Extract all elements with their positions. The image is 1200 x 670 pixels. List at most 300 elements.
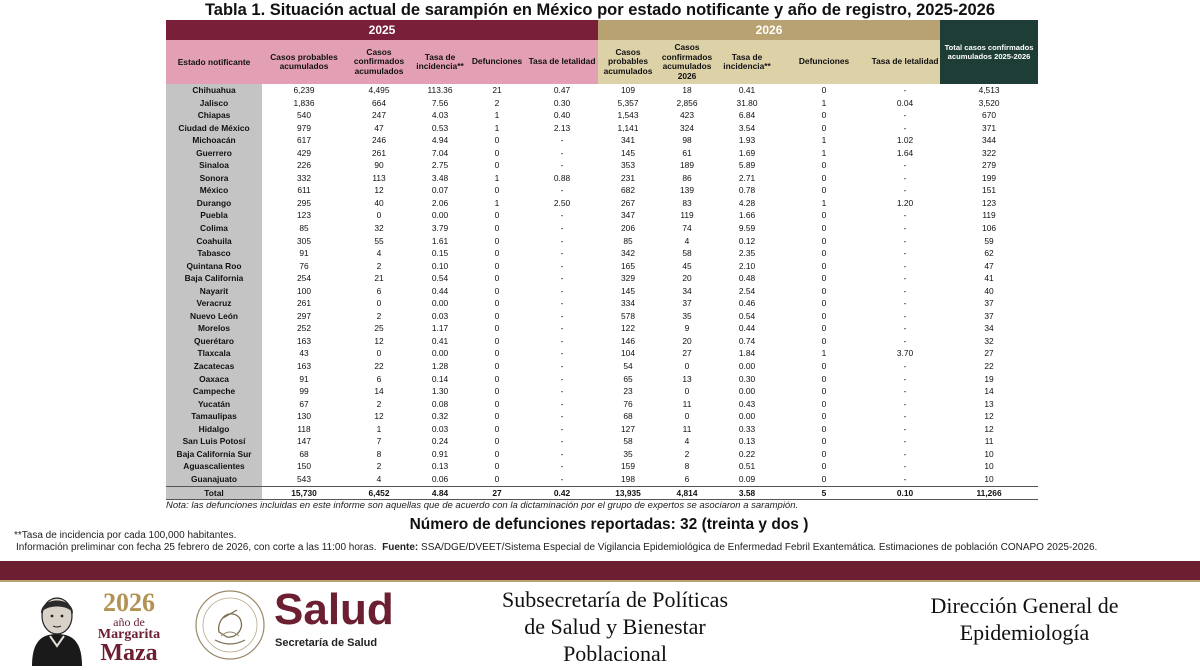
cell-letalidad-2026: 3.70	[896, 348, 914, 359]
cell-probables-2025: 979	[297, 122, 311, 133]
footnote-rate: **Tasa de incidencia por cada 100,000 habitantes.	[14, 530, 237, 541]
cell-defunciones-2026: 0	[821, 323, 827, 334]
cell-confirmados-2026: 58	[682, 248, 692, 259]
table-row	[166, 209, 1038, 222]
cell-incidencia-2025: 2.75	[431, 160, 449, 171]
cell-incidencia-2026: 1.69	[738, 147, 756, 158]
cell-confirmados-2026: 37	[682, 298, 692, 309]
cell-total-confirmados: 151	[982, 185, 997, 196]
cell-letalidad-2025: -	[560, 235, 564, 246]
cell-letalidad-2026: -	[903, 235, 907, 246]
cell-letalidad-2026: -	[903, 386, 907, 397]
cell-incidencia-2026: 0.74	[738, 335, 756, 346]
cell-confirmados-2026: 61	[682, 147, 692, 158]
cell-letalidad-2025: 0.40	[553, 110, 571, 121]
cell-defunciones-2025: 0	[494, 398, 500, 409]
cell-letalidad-2026: -	[903, 361, 907, 372]
cell-defunciones-2025: 2	[494, 97, 500, 108]
letalidad-2026-header: Tasa de letalidad	[870, 40, 940, 84]
table-row	[166, 398, 1038, 411]
cell-total-confirmados: 11,266	[940, 486, 1038, 500]
footnote-source-text: SSA/DGE/DVEET/Sistema Especial de Vigilancia Epidemiológica de Enfermedad Febril Exantemática. Estimaciones de población CONAPO 2025-2026.	[421, 542, 1098, 553]
cell-probables-2025: 130	[297, 411, 311, 422]
cell-letalidad-2026: -	[903, 210, 907, 221]
cell-confirmados-2025: 113	[372, 172, 386, 183]
cell-letalidad-2026: -	[903, 160, 907, 171]
cell-total-confirmados: 40	[984, 285, 994, 296]
cell-letalidad-2026: -	[903, 260, 907, 271]
cell-incidencia-2025: 0.41	[431, 335, 449, 346]
cell-incidencia-2025: 1.30	[431, 386, 449, 397]
cell-probables-2026: 231	[621, 172, 635, 183]
cell-defunciones-2025: 0	[494, 298, 500, 309]
footnote-info	[16, 542, 1097, 553]
cell-probables-2026: 334	[621, 298, 635, 309]
cell-state: Puebla	[166, 209, 262, 222]
cell-incidencia-2025: 3.79	[431, 223, 449, 234]
cell-incidencia-2025: 2.06	[431, 197, 449, 208]
cell-total-confirmados: 322	[982, 147, 997, 158]
cell-total-confirmados: 34	[984, 323, 994, 334]
total-row	[166, 486, 1038, 500]
cell-letalidad-2026: -	[903, 223, 907, 234]
cell-probables-2026: 1,141	[617, 122, 639, 133]
cell-incidencia-2025: 4.94	[431, 135, 449, 146]
cell-probables-2025: 297	[297, 310, 311, 321]
cell-confirmados-2025: 90	[374, 160, 384, 171]
cell-defunciones-2026: 0	[821, 373, 827, 384]
cell-letalidad-2025: -	[560, 248, 564, 259]
footnote-source-label: Fuente:	[382, 542, 419, 553]
cell-letalidad-2026: -	[903, 436, 907, 447]
cell-defunciones-2026: 1	[821, 348, 827, 359]
cell-defunciones-2026: 1	[821, 135, 827, 146]
table-row	[166, 122, 1038, 135]
cell-defunciones-2026: 0	[821, 436, 827, 447]
cell-probables-2025: 540	[297, 110, 311, 121]
cell-total-confirmados: 670	[982, 110, 997, 121]
cell-letalidad-2026: 0.04	[896, 97, 914, 108]
cell-total-confirmados: 19	[984, 373, 994, 384]
cell-letalidad-2025: -	[560, 423, 564, 434]
cell-probables-2026: 342	[621, 248, 635, 259]
probables-2026-header: Casos probables acumulados	[598, 40, 658, 84]
cell-incidencia-2025: 0.53	[431, 122, 449, 133]
table-row	[166, 147, 1038, 160]
cell-confirmados-2026: 0	[684, 411, 690, 422]
cell-probables-2025: 617	[297, 135, 311, 146]
cell-probables-2026: 165	[621, 260, 635, 271]
cell-incidencia-2025: 3.48	[431, 172, 449, 183]
table-row	[166, 197, 1038, 210]
cell-state: Chihuahua	[166, 84, 262, 97]
cell-confirmados-2026: 6	[684, 473, 690, 484]
cell-total-confirmados: 12	[984, 423, 994, 434]
table-title: Tabla 1. Situación actual de sarampión en México por estado notificante y año de registro, 2025-2026	[204, 1, 996, 19]
cell-defunciones-2025: 0	[494, 248, 500, 259]
cell-confirmados-2025: 55	[374, 235, 384, 246]
cell-probables-2025: 147	[297, 436, 311, 447]
table-row	[166, 222, 1038, 235]
cell-defunciones-2025: 0	[494, 135, 500, 146]
cell-incidencia-2026: 0.78	[738, 185, 756, 196]
cell-letalidad-2025: -	[560, 473, 564, 484]
cell-incidencia-2026: 0.13	[738, 436, 756, 447]
direccion-line-1: Dirección General de	[930, 593, 1119, 618]
cell-defunciones-2026: 0	[821, 122, 827, 133]
cell-confirmados-2025: 22	[374, 361, 384, 372]
cell-probables-2025: 611	[297, 185, 311, 196]
cell-probables-2026: 682	[621, 185, 635, 196]
cell-confirmados-2025: 6	[376, 373, 382, 384]
cell-total-confirmados: 11	[984, 436, 994, 447]
cell-letalidad-2026: -	[903, 185, 907, 196]
table-row	[166, 134, 1038, 147]
probables-2025-header: Casos probables acumulados	[262, 40, 346, 84]
cell-letalidad-2026: -	[903, 110, 907, 121]
cell-incidencia-2026: 3.54	[738, 122, 756, 133]
cell-letalidad-2026: 0.10	[870, 486, 940, 500]
cell-probables-2026: 329	[621, 273, 635, 284]
cell-probables-2025: 543	[297, 473, 311, 484]
cell-letalidad-2026: -	[903, 298, 907, 309]
cell-confirmados-2025: 12	[374, 185, 384, 196]
cell-defunciones-2026: 0	[821, 310, 827, 321]
cell-defunciones-2025: 0	[494, 361, 500, 372]
cell-confirmados-2026: 20	[682, 335, 692, 346]
cell-probables-2026: 159	[621, 461, 635, 472]
cell-incidencia-2025: 0.08	[431, 398, 449, 409]
cell-incidencia-2025: 4.03	[431, 110, 449, 121]
cell-probables-2025: 85	[299, 223, 309, 234]
cell-defunciones-2025: 1	[494, 110, 500, 121]
cell-defunciones-2025: 0	[494, 373, 500, 384]
cell-state: Sonora	[166, 172, 262, 185]
cell-letalidad-2026: -	[903, 373, 907, 384]
cell-total-confirmados: 4,513	[978, 85, 1000, 95]
cell-confirmados-2025: 6	[376, 285, 382, 296]
cell-state: Querétaro	[166, 335, 262, 348]
table-row	[166, 410, 1038, 423]
incidencia-2026-header: Tasa de incidencia**	[716, 40, 778, 84]
cell-probables-2026: 145	[621, 147, 635, 158]
cell-confirmados-2026: 45	[682, 260, 692, 271]
cell-incidencia-2025: 0.54	[431, 273, 449, 284]
cell-confirmados-2025: 7	[376, 436, 382, 447]
cell-letalidad-2026: -	[903, 122, 907, 133]
cell-incidencia-2026: 0.00	[738, 361, 756, 372]
cell-probables-2025: 163	[297, 335, 311, 346]
cell-incidencia-2026: 2.54	[738, 285, 756, 296]
cell-incidencia-2025: 0.06	[431, 473, 449, 484]
cell-state: Ciudad de México	[166, 122, 262, 135]
cell-total-confirmados: 371	[982, 122, 997, 133]
cell-probables-2025: 254	[297, 273, 311, 284]
cell-defunciones-2025: 0	[494, 448, 500, 459]
cell-letalidad-2025: -	[560, 323, 564, 334]
cell-defunciones-2026: 0	[821, 235, 827, 246]
cell-letalidad-2025: 2.50	[553, 197, 571, 208]
cell-total-confirmados: 106	[982, 223, 997, 234]
cell-confirmados-2025: 0	[376, 348, 382, 359]
cell-defunciones-2025: 0	[494, 436, 500, 447]
cell-total-confirmados: 12	[984, 411, 994, 422]
cell-probables-2025: 118	[297, 423, 311, 434]
year-logo-line3: Maza	[100, 640, 158, 666]
salud-subtitle: Secretaría de Salud	[275, 637, 378, 649]
cell-confirmados-2026: 98	[682, 135, 692, 146]
cell-incidencia-2025: 0.91	[431, 448, 449, 459]
cell-defunciones-2026: 0	[821, 223, 827, 234]
cell-total-confirmados: 199	[982, 172, 997, 183]
cell-probables-2026: 353	[621, 160, 635, 171]
cell-letalidad-2025: 0.42	[526, 486, 598, 500]
cell-letalidad-2025: -	[560, 461, 564, 472]
table-note: Nota: las defunciones incluidas en este informe son aquellas que de acuerdo con la dictaminación por el grupo de expertos se asociaron a sarampión.	[166, 500, 799, 511]
cell-state: México	[166, 184, 262, 197]
cell-confirmados-2026: 11	[682, 423, 692, 434]
cell-state: Campeche	[166, 385, 262, 398]
cell-probables-2025: 226	[297, 160, 311, 171]
table-row	[166, 473, 1038, 486]
cell-incidencia-2026: 3.58	[716, 486, 778, 500]
cell-incidencia-2025: 0.24	[431, 436, 449, 447]
cell-letalidad-2025: -	[560, 285, 564, 296]
cell-incidencia-2026: 0.41	[738, 85, 756, 95]
cell-probables-2026: 65	[623, 373, 633, 384]
cell-letalidad-2025: -	[560, 135, 564, 146]
cell-state: Durango	[166, 197, 262, 210]
cell-defunciones-2026: 0	[821, 298, 827, 309]
cell-letalidad-2026: -	[903, 310, 907, 321]
cell-incidencia-2026: 2.35	[738, 248, 756, 259]
cell-letalidad-2025: -	[560, 273, 564, 284]
cell-confirmados-2026: 0	[684, 386, 690, 397]
total-confirmed-header: Total casos confirmados acumulados 2025-2026	[940, 20, 1038, 84]
cell-defunciones-2026: 0	[821, 110, 827, 121]
cell-probables-2026: 347	[621, 210, 635, 221]
cell-incidencia-2025: 0.03	[431, 423, 449, 434]
cell-letalidad-2026: -	[903, 411, 907, 422]
cell-probables-2025: 261	[297, 298, 311, 309]
cell-letalidad-2025: 2.13	[553, 122, 571, 133]
cell-probables-2026: 23	[623, 386, 633, 397]
cell-incidencia-2025: 113.36	[427, 85, 453, 95]
cell-defunciones-2026: 1	[821, 197, 827, 208]
cell-state: Tlaxcala	[166, 347, 262, 360]
cell-probables-2025: 150	[297, 461, 311, 472]
cell-probables-2026: 206	[621, 223, 635, 234]
cell-incidencia-2026: 31.80	[736, 97, 758, 108]
cell-defunciones-2026: 0	[821, 273, 827, 284]
cell-probables-2026: 145	[621, 285, 635, 296]
cell-confirmados-2026: 20	[682, 273, 692, 284]
cell-letalidad-2025: -	[560, 210, 564, 221]
cell-letalidad-2025: 0.47	[553, 85, 571, 95]
cell-confirmados-2026: 8	[684, 461, 690, 472]
cell-defunciones-2026: 0	[821, 398, 827, 409]
cell-probables-2025: 429	[297, 147, 311, 158]
cell-letalidad-2026: -	[903, 85, 907, 95]
cell-letalidad-2026: -	[903, 473, 907, 484]
cell-total-confirmados: 41	[984, 273, 994, 284]
cell-letalidad-2026: 1.20	[896, 197, 914, 208]
cell-defunciones-2026: 0	[821, 411, 827, 422]
cell-incidencia-2026: 0.00	[738, 386, 756, 397]
cell-probables-2025: 91	[299, 248, 309, 259]
cell-incidencia-2026: 0.51	[738, 461, 756, 472]
table-row	[166, 172, 1038, 185]
cell-state: Guanajuato	[166, 473, 262, 486]
cell-confirmados-2025: 2	[376, 310, 382, 321]
cell-probables-2026: 127	[621, 423, 635, 434]
cell-probables-2026: 76	[623, 398, 633, 409]
cell-state: Chiapas	[166, 109, 262, 122]
cell-letalidad-2026: -	[903, 172, 907, 183]
table-row	[166, 285, 1038, 298]
cell-state: Colima	[166, 222, 262, 235]
cell-defunciones-2025: 0	[494, 147, 500, 158]
cell-confirmados-2025: 4	[376, 473, 382, 484]
cell-incidencia-2026: 1.66	[738, 210, 756, 221]
cell-defunciones-2026: 0	[821, 185, 827, 196]
cell-confirmados-2025: 0	[376, 298, 382, 309]
cell-letalidad-2025: -	[560, 298, 564, 309]
cell-probables-2026: 85	[623, 235, 633, 246]
table-row	[166, 260, 1038, 273]
subsecretaria-line-2: de Salud y Bienestar	[524, 614, 706, 639]
defunciones-2025-header: Defunciones	[468, 40, 526, 84]
year-logo-line1: año de	[113, 615, 145, 629]
cell-incidencia-2026: 2.10	[738, 260, 756, 271]
cell-state: Guerrero	[166, 147, 262, 160]
cell-defunciones-2025: 0	[494, 285, 500, 296]
cell-defunciones-2025: 0	[494, 461, 500, 472]
cell-confirmados-2026: 4	[684, 235, 690, 246]
cell-probables-2025: 123	[297, 210, 311, 221]
deaths-summary: Número de defunciones reportadas: 32 (treinta y dos )	[409, 516, 809, 533]
cell-letalidad-2025: -	[560, 260, 564, 271]
table-row	[166, 97, 1038, 110]
state-header: Estado notificante	[166, 40, 262, 84]
cell-probables-2025: 305	[297, 235, 311, 246]
footer	[0, 582, 1200, 670]
table-row	[166, 335, 1038, 348]
cell-confirmados-2026: 2	[684, 448, 690, 459]
cell-incidencia-2025: 0.14	[431, 373, 449, 384]
cell-state: Total	[166, 486, 262, 500]
cell-probables-2025: 91	[299, 373, 309, 384]
cell-confirmados-2025: 2	[376, 260, 382, 271]
cell-probables-2026: 267	[621, 197, 635, 208]
cell-state: Nuevo León	[166, 310, 262, 323]
cell-probables-2025: 43	[299, 348, 309, 359]
cell-total-confirmados: 119	[982, 210, 996, 221]
cell-defunciones-2025: 27	[468, 486, 526, 500]
cell-confirmados-2026: 13	[682, 373, 692, 384]
footer-band	[0, 561, 1200, 580]
cell-defunciones-2026: 0	[821, 210, 827, 221]
cell-confirmados-2025: 47	[374, 122, 384, 133]
cell-probables-2025: 67	[299, 398, 309, 409]
cell-total-confirmados: 123	[982, 197, 997, 208]
cell-probables-2026: 68	[623, 411, 633, 422]
table-row	[166, 184, 1038, 197]
cell-defunciones-2026: 0	[821, 335, 827, 346]
cell-probables-2026: 5,357	[617, 97, 639, 108]
cell-confirmados-2025: 664	[372, 97, 386, 108]
cell-confirmados-2025: 4	[376, 248, 382, 259]
cell-letalidad-2025: -	[560, 411, 564, 422]
cell-incidencia-2026: 4.28	[738, 197, 756, 208]
cell-confirmados-2025: 8	[376, 448, 382, 459]
cell-probables-2026: 104	[621, 348, 635, 359]
cell-letalidad-2025: 0.30	[553, 97, 571, 108]
cell-confirmados-2026: 35	[682, 310, 692, 321]
cell-confirmados-2025: 2	[376, 398, 382, 409]
table-row	[166, 297, 1038, 310]
cell-letalidad-2026: -	[903, 273, 907, 284]
cell-confirmados-2025: 40	[374, 197, 384, 208]
cell-letalidad-2025: -	[560, 310, 564, 321]
cell-confirmados-2025: 246	[372, 135, 386, 146]
cell-letalidad-2025: 0.88	[553, 172, 571, 183]
cell-letalidad-2025: -	[560, 373, 564, 384]
cell-incidencia-2026: 0.30	[738, 373, 756, 384]
cell-letalidad-2026: -	[903, 423, 907, 434]
year-logo-line2: Margarita	[97, 627, 161, 642]
cell-confirmados-2025: 1	[376, 423, 382, 434]
cell-letalidad-2026: -	[903, 448, 907, 459]
cell-defunciones-2025: 1	[494, 197, 500, 208]
table-row	[166, 84, 1038, 97]
cell-state: Veracruz	[166, 297, 262, 310]
cell-incidencia-2025: 7.04	[431, 147, 449, 158]
measles-table-wrapper	[166, 20, 1038, 500]
cell-confirmados-2025: 21	[374, 273, 384, 284]
cell-incidencia-2025: 0.32	[431, 411, 449, 422]
table-row	[166, 435, 1038, 448]
cell-confirmados-2026: 86	[682, 172, 692, 183]
cell-defunciones-2025: 0	[494, 310, 500, 321]
cell-confirmados-2025: 0	[376, 210, 382, 221]
table-row	[166, 448, 1038, 461]
cell-incidencia-2025: 0.07	[431, 185, 449, 196]
confirmados-2025-header: Casos confirmados acumulados	[346, 40, 412, 84]
cell-defunciones-2026: 0	[821, 461, 827, 472]
cell-state: San Luis Potosí	[166, 435, 262, 448]
cell-incidencia-2025: 0.15	[431, 248, 449, 259]
cell-probables-2026: 198	[621, 473, 635, 484]
table-row	[166, 347, 1038, 360]
cell-total-confirmados: 10	[984, 473, 994, 484]
cell-incidencia-2026: 0.33	[738, 423, 756, 434]
cell-state: Aguascalientes	[166, 460, 262, 473]
cell-total-confirmados: 3,520	[978, 97, 1000, 108]
table-row	[166, 360, 1038, 373]
cell-state: Yucatán	[166, 398, 262, 411]
cell-defunciones-2025: 0	[494, 273, 500, 284]
cell-defunciones-2025: 0	[494, 160, 500, 171]
cell-defunciones-2026: 0	[821, 85, 827, 95]
cell-confirmados-2025: 247	[372, 110, 386, 121]
cell-probables-2026: 146	[621, 335, 635, 346]
cell-letalidad-2025: -	[560, 436, 564, 447]
cell-confirmados-2026: 2,856	[676, 97, 698, 108]
cell-total-confirmados: 27	[984, 348, 994, 359]
cell-letalidad-2026: -	[903, 335, 907, 346]
cell-incidencia-2025: 1.61	[431, 235, 449, 246]
